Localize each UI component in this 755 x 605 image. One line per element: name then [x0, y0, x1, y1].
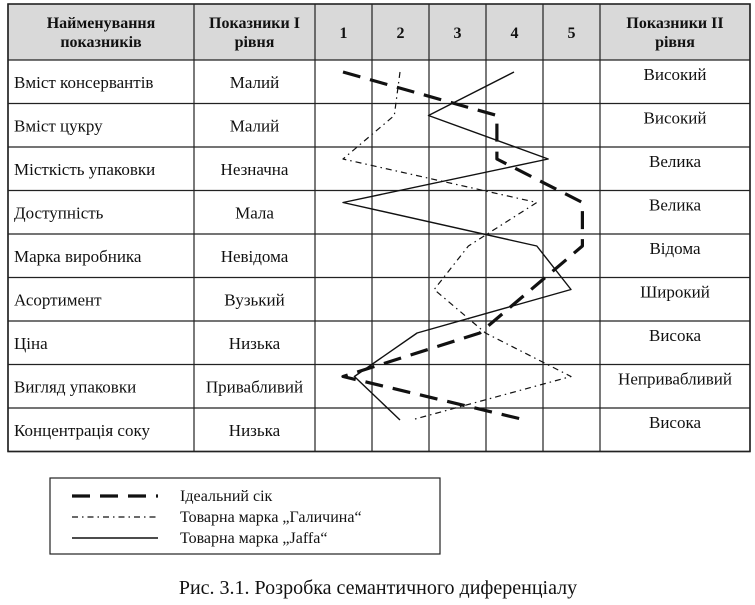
row-level2: Високий [643, 64, 707, 84]
legend-label: Ідеальний сік [180, 488, 273, 505]
row-level2: Велика [648, 195, 702, 215]
header-level1: Показники І рівня [209, 15, 300, 51]
row-level1: Низька [228, 420, 281, 440]
row-indicator: Вміст цукру [14, 116, 103, 136]
row-level2: Висока [648, 412, 702, 432]
scale-tick-label: 2 [396, 25, 405, 42]
legend-label: Товарна марка „Галичина“ [180, 509, 362, 526]
row-level2: Широкий [640, 282, 710, 302]
table-header-bg [8, 4, 750, 60]
row-indicator: Марка виробника [14, 246, 142, 266]
row-level2: Відома [649, 238, 701, 258]
figure-caption: Рис. 3.1. Розробка семантичного диференціалу [178, 577, 578, 599]
series-lines [343, 72, 582, 420]
row-level1: Вузький [224, 290, 285, 310]
row-level1: Привабливий [205, 377, 304, 397]
row-level2: Високий [643, 108, 707, 128]
scale-tick-label: 5 [567, 25, 576, 42]
row-level2: Велика [648, 151, 702, 171]
row-indicator: Концентрація соку [14, 420, 150, 440]
row-level2: Висока [648, 325, 702, 345]
scale-tick-label: 1 [339, 25, 348, 42]
row-level1: Низька [228, 333, 281, 353]
header-level2: Показники ІІ рівня [626, 15, 724, 51]
row-level1: Мала [235, 203, 274, 223]
series-line-1 [343, 72, 582, 420]
legend-label: Товарна марка „Jaffa“ [180, 530, 328, 547]
row-indicator: Вміст консервантів [14, 72, 154, 92]
row-indicator: Вигляд упаковки [14, 377, 137, 397]
row-indicator: Місткість упаковки [14, 159, 156, 179]
legend [50, 478, 440, 554]
series-line-3 [343, 72, 571, 420]
scale-tick-label: 4 [510, 25, 519, 42]
row-level1: Незначна [220, 159, 289, 179]
row-level1: Малий [229, 116, 280, 136]
row-level1: Невідома [220, 246, 289, 266]
row-indicator: Асортимент [14, 290, 102, 310]
row-level1: Малий [229, 72, 280, 92]
header-indicator: Найменування показників [46, 15, 156, 51]
row-level2: Непривабливий [618, 369, 732, 389]
scale-tick-label: 3 [453, 25, 462, 42]
row-indicator: Ціна [14, 333, 48, 353]
row-indicator: Доступність [14, 203, 104, 223]
